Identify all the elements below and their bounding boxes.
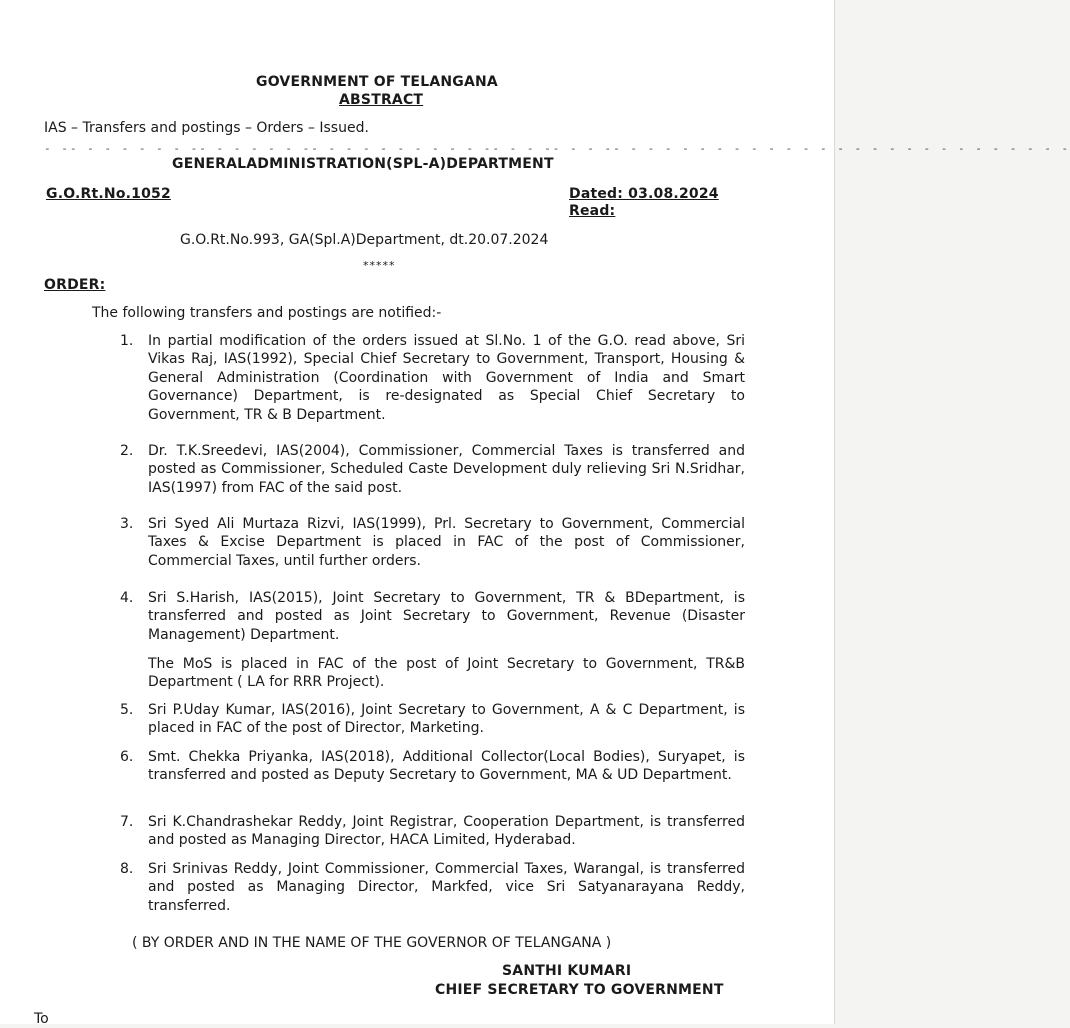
order-item-number: 3. <box>120 516 134 532</box>
order-item-text: Sri K.Chandrashekar Reddy, Joint Registrar, Cooperation Department, is transferred and posted as Managing Director, HACA Limited, Hyderabad. <box>148 814 745 849</box>
go-number: G.O.Rt.No.1052 <box>46 186 171 202</box>
order-item-number: 8. <box>120 861 134 877</box>
read-label: Read: <box>569 203 616 219</box>
order-item-number: 6. <box>120 749 134 765</box>
order-item-text: In partial modification of the orders issued at Sl.No. 1 of the G.O. read above, Sri Vikas Raj, IAS(1992), Special Chief Secretary to Government, Transport, Housing & General Administration (Coordination with Government of India and Smart Governance) Department, is re-designated as Special Chief Secretary to Government, TR & B Department. <box>148 333 745 423</box>
read-reference: G.O.Rt.No.993, GA(Spl.A)Department, dt.20.07.2024 <box>180 232 549 248</box>
mos-note: The MoS is placed in FAC of the post of Joint Secretary to Government, TR&B Department ( LA for RRR Project). <box>148 656 745 691</box>
abstract-title: ABSTRACT <box>339 92 424 108</box>
department-title: GENERALADMINISTRATION(SPL-A)DEPARTMENT <box>172 156 554 172</box>
dated: Dated: 03.08.2024 <box>569 186 719 202</box>
to-label: To <box>34 1011 49 1027</box>
order-item-number: 1. <box>120 333 134 349</box>
stars-separator: ***** <box>363 259 396 272</box>
order-item-text: Dr. T.K.Sreedevi, IAS(2004), Commissioner, Commercial Taxes is transferred and posted as Commissioner, Scheduled Caste Development duly relieving Sri N.Sridhar, IAS(1997) from FAC of the said post. <box>148 443 745 496</box>
order-item-number: 4. <box>120 590 134 606</box>
order-item-text: Sri Srinivas Reddy, Joint Commissioner, Commercial Taxes, Warangal, is transferred and posted as Managing Director, Markfed, vice Sri Satyanarayana Reddy, transferred. <box>148 861 745 914</box>
order-heading: ORDER: <box>44 277 106 293</box>
order-item-text: Sri P.Uday Kumar, IAS(2016), Joint Secretary to Government, A & C Department, is placed in FAC of the post of Director, Marketing. <box>148 702 745 737</box>
dash-divider: - -- - - - - - - -- - - - - - -- - - - - - - - - - -- - - -- - - -- - - - - - - - - - - - - - - - - - - - - - - - - - - <box>44 142 1070 155</box>
order-item-text: Smt. Chekka Priyanka, IAS(2018), Additional Collector(Local Bodies), Suryapet, is transferred and posted as Deputy Secretary to Government, MA & UD Department. <box>148 749 745 784</box>
order-intro: The following transfers and postings are notified:- <box>92 305 442 321</box>
government-title: GOVERNMENT OF TELANGANA <box>256 74 498 90</box>
by-order-line: ( BY ORDER AND IN THE NAME OF THE GOVERNOR OF TELANGANA ) <box>132 935 612 951</box>
signatory-title: CHIEF SECRETARY TO GOVERNMENT <box>435 982 724 998</box>
subject-line: IAS – Transfers and postings – Orders – Issued. <box>44 120 369 136</box>
order-item-number: 2. <box>120 443 134 459</box>
order-item-number: 5. <box>120 702 134 718</box>
order-item-text: Sri Syed Ali Murtaza Rizvi, IAS(1999), Prl. Secretary to Government, Commercial Taxes & Excise Department is placed in FAC of the post of Commissioner, Commercial Taxes, until further orders. <box>148 516 745 569</box>
order-item-number: 7. <box>120 814 134 830</box>
order-item-text: Sri S.Harish, IAS(2015), Joint Secretary to Government, TR & BDepartment, is transferred and posted as Joint Secretary to Government, Revenue (Disaster Management) Department. <box>148 590 745 643</box>
signatory-name: SANTHI KUMARI <box>502 963 632 979</box>
